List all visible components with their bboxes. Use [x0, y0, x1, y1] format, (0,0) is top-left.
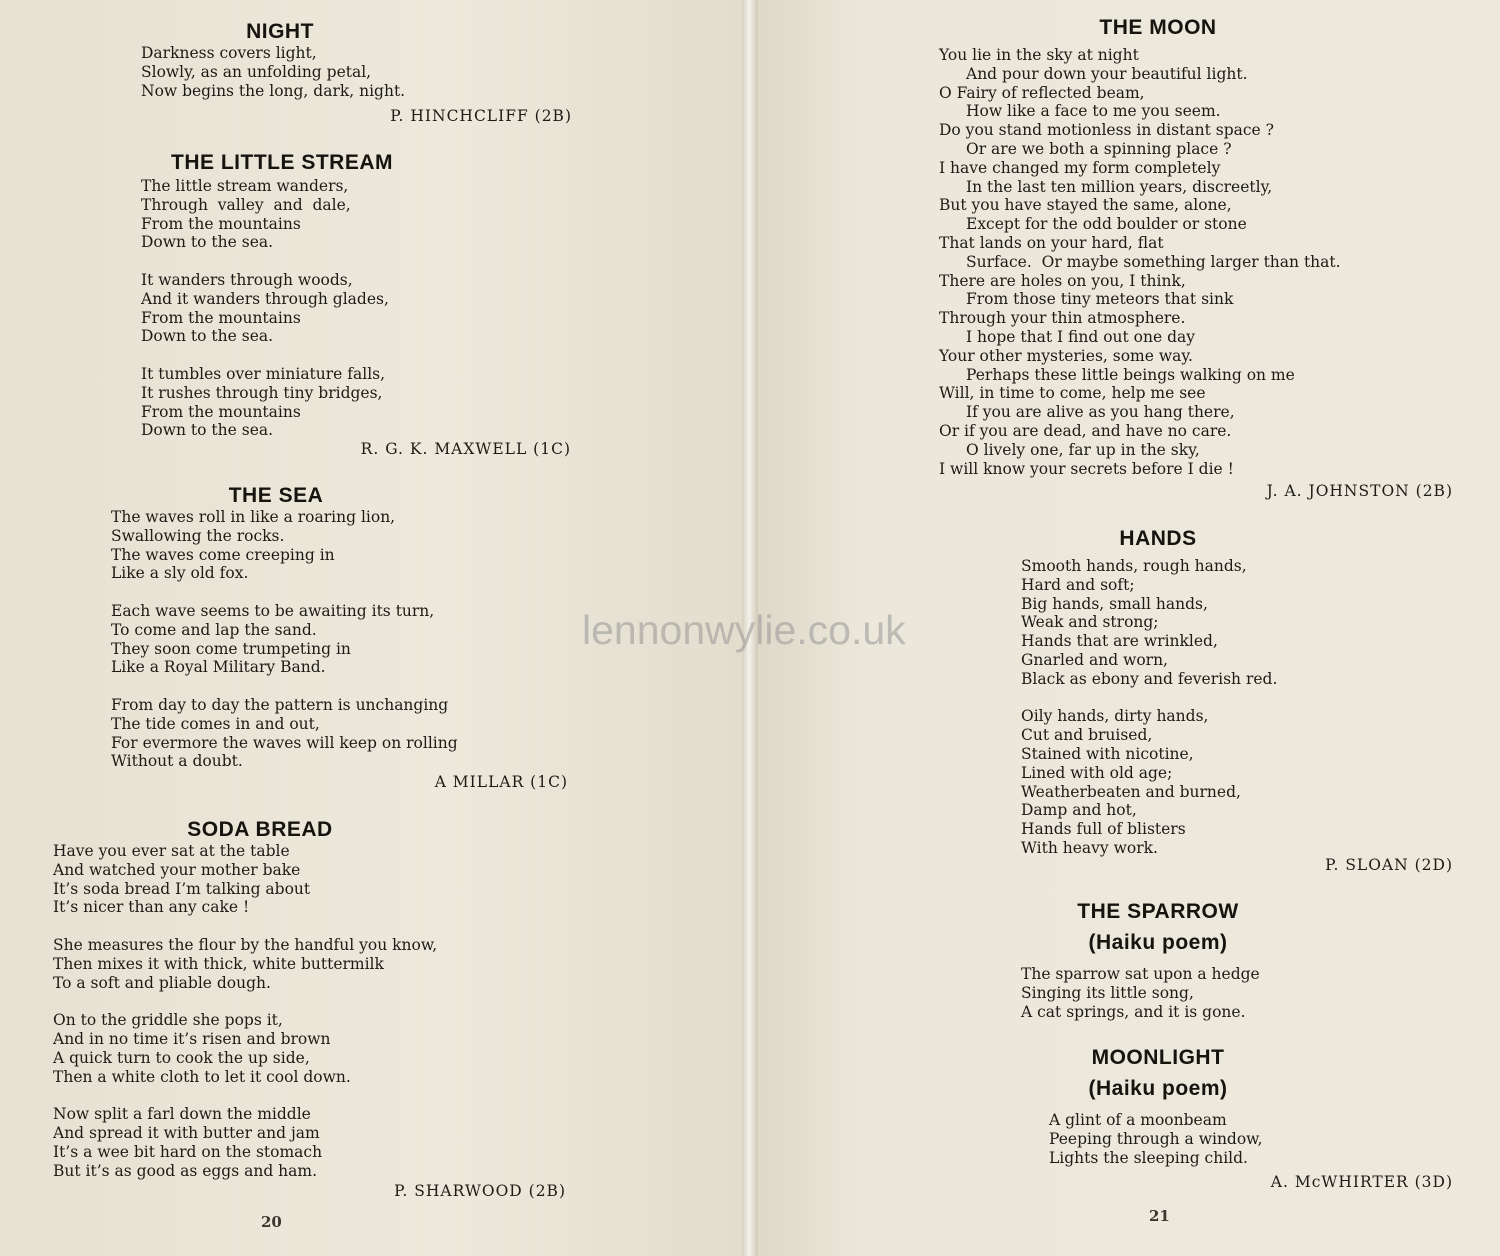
poem-line: You lie in the sky at night: [939, 46, 1139, 64]
poem-subtitle-the-sparrow: (Haiku poem): [1088, 931, 1228, 954]
poem-line: A quick turn to cook the up side,: [53, 1048, 310, 1067]
poem-line: O Fairy of reflected beam,: [939, 83, 1145, 102]
poem-title-the-sea: THE SEA: [228, 484, 324, 507]
poem-line: It’s nicer than any cake !: [53, 898, 250, 917]
poem-line: How like a face to me you seem.: [966, 102, 1221, 121]
poem-line: Smooth hands, rough hands,: [1021, 557, 1247, 575]
poem-line: Surface. Or maybe something larger than that.: [966, 252, 1341, 271]
poem-line: From those tiny meteors that sink: [966, 290, 1234, 309]
poem-line: It’s a wee bit hard on the stomach: [53, 1142, 323, 1161]
poem-line: Stained with nicotine,: [1021, 744, 1194, 763]
poem-line: Do you stand motionless in distant space ?: [939, 121, 1274, 140]
poem-line: And pour down your beautiful light.: [966, 64, 1248, 83]
poem-line: From the mountains: [141, 308, 301, 327]
poem-body-little-stream: [141, 177, 389, 440]
poem-stanza: [939, 46, 1341, 478]
poem-author-little-stream: R. G. K. MAXWELL (1C): [360, 440, 571, 458]
watermark-text: lennonwylie.co.uk: [582, 607, 906, 653]
poem-stanza: [1049, 1111, 1263, 1167]
poem-line: For evermore the waves will keep on rolling: [111, 733, 458, 752]
poem-subtitle-moonlight: (Haiku poem): [1088, 1077, 1228, 1100]
poem-line: Lights the sleeping child.: [1049, 1148, 1248, 1167]
poem-line: It rushes through tiny bridges,: [141, 383, 383, 402]
poem-line: Each wave seems to be awaiting its turn,: [111, 601, 435, 620]
poem-line: Now split a farl down the middle: [53, 1105, 311, 1124]
poem-stanza: [53, 936, 437, 992]
poem-author-hands: P. SLOAN (2D): [1325, 856, 1453, 874]
poem-line: Big hands, small hands,: [1021, 594, 1208, 613]
poem-line: From the mountains: [141, 402, 301, 421]
poem-line: Have you ever sat at the table: [53, 842, 290, 860]
page-number-left: 20: [261, 1213, 282, 1231]
poem-line: Perhaps these little beings walking on me: [966, 365, 1295, 384]
poem-line: She measures the flour by the handful you know,: [53, 935, 438, 954]
poem-line: From day to day the pattern is unchanging: [111, 695, 449, 714]
poem-line: From the mountains: [141, 214, 301, 233]
poem-line: Down to the sea.: [141, 327, 274, 346]
poem-line: The waves roll in like a roaring lion,: [111, 508, 396, 526]
poem-stanza: [111, 696, 458, 771]
poem-line: Will, in time to come, help me see: [939, 384, 1206, 403]
poem-line: Like a sly old fox.: [111, 564, 249, 583]
poem-title-the-moon: THE MOON: [1099, 16, 1217, 39]
poem-line: Down to the sea.: [141, 421, 274, 440]
poem-line: Then a white cloth to let it cool down.: [53, 1067, 351, 1086]
poem-line: To a soft and pliable dough.: [53, 973, 271, 992]
poem-line: Weatherbeaten and burned,: [1021, 782, 1241, 801]
poem-author-moonlight: A. McWHIRTER (3D): [1270, 1173, 1453, 1191]
poem-title-little-stream: THE LITTLE STREAM: [171, 151, 393, 174]
poem-line: Gnarled and worn,: [1021, 650, 1168, 669]
poem-line: That lands on your hard, flat: [939, 233, 1164, 252]
poem-author-the-moon: J. A. JOHNSTON (2B): [1266, 482, 1453, 500]
poem-line: Lined with old age;: [1021, 763, 1173, 782]
poem-line: Hard and soft;: [1021, 575, 1135, 594]
poem-body-soda-bread: [53, 842, 437, 1180]
poem-stanza: [141, 271, 389, 346]
poem-body-the-sea: [111, 508, 458, 771]
poem-line: Through your thin atmosphere.: [939, 309, 1186, 328]
poem-line: And spread it with butter and jam: [53, 1123, 320, 1142]
poem-line: Except for the odd boulder or stone: [966, 215, 1247, 234]
poem-title-the-sparrow: THE SPARROW: [1077, 900, 1239, 923]
page-number-right: 21: [1149, 1207, 1170, 1225]
poem-author-soda-bread: P. SHARWOOD (2B): [394, 1182, 566, 1200]
poem-line: Weak and strong;: [1021, 613, 1159, 632]
poem-line: On to the griddle she pops it,: [53, 1011, 283, 1030]
poem-line: The little stream wanders,: [141, 177, 349, 195]
poem-line: Singing its little song,: [1021, 983, 1194, 1002]
poem-line: Oily hands, dirty hands,: [1021, 707, 1209, 726]
poem-line: And it wanders through glades,: [141, 289, 389, 308]
poem-line: The sparrow sat upon a hedge: [1021, 965, 1260, 983]
poem-title-hands: HANDS: [1119, 527, 1197, 550]
poem-line: With heavy work.: [1021, 838, 1158, 857]
poem-line: If you are alive as you hang there,: [966, 403, 1235, 422]
poem-line: Down to the sea.: [141, 233, 274, 252]
poem-line: To come and lap the sand.: [111, 620, 317, 639]
poem-line: In the last ten million years, discreetly,: [966, 177, 1273, 196]
poem-line: Darkness covers light,: [141, 44, 317, 62]
poem-line: It wanders through woods,: [141, 270, 353, 289]
poem-line: Or are we both a spinning place ?: [966, 139, 1232, 158]
poem-stanza: [53, 1105, 437, 1180]
poem-line: And watched your mother bake: [53, 860, 301, 879]
poem-line: There are holes on you, I think,: [939, 271, 1186, 290]
poem-body-the-moon: [939, 46, 1341, 478]
poem-body-night: [141, 44, 405, 100]
poem-body-moonlight: [1049, 1111, 1263, 1167]
poem-stanza: [141, 44, 405, 100]
poem-line: Then mixes it with thick, white buttermilk: [53, 954, 384, 973]
poem-line: Without a doubt.: [111, 752, 243, 771]
poem-title-night: NIGHT: [246, 20, 314, 43]
poem-stanza: [111, 508, 458, 583]
poem-stanza: [1021, 557, 1277, 689]
poem-line: Peeping through a window,: [1049, 1129, 1263, 1148]
poem-line: They soon come trumpeting in: [111, 639, 351, 658]
poem-stanza: [53, 842, 437, 917]
poem-line: I hope that I find out one day: [966, 327, 1196, 346]
poem-line: Slowly, as an unfolding petal,: [141, 62, 372, 81]
poem-line: Hands that are wrinkled,: [1021, 632, 1218, 651]
poem-line: Cut and bruised,: [1021, 726, 1153, 745]
poem-title-soda-bread: SODA BREAD: [187, 818, 333, 841]
poem-line: The tide comes in and out,: [111, 714, 320, 733]
poem-line: A glint of a moonbeam: [1049, 1111, 1227, 1129]
poem-line: It tumbles over miniature falls,: [141, 364, 386, 383]
poem-line: Hands full of blisters: [1021, 820, 1186, 839]
poem-stanza: [141, 177, 389, 252]
poem-line: But it’s as good as eggs and ham.: [53, 1161, 318, 1180]
poem-line: Damp and hot,: [1021, 801, 1137, 820]
poem-line: Like a Royal Military Band.: [111, 658, 326, 677]
poem-line: And in no time it’s risen and brown: [53, 1029, 331, 1048]
poem-line: I have changed my form completely: [939, 158, 1221, 177]
poem-stanza: [111, 602, 458, 677]
poem-line: Now begins the long, dark, night.: [141, 81, 406, 100]
poem-line: It’s soda bread I’m talking about: [53, 879, 311, 898]
poem-stanza: [1021, 965, 1260, 1021]
poem-line: Swallowing the rocks.: [111, 526, 285, 545]
poem-line: Black as ebony and feverish red.: [1021, 669, 1278, 688]
poem-line: A cat springs, and it is gone.: [1021, 1002, 1246, 1021]
poem-author-night: P. HINCHCLIFF (2B): [390, 107, 572, 125]
poem-line: O lively one, far up in the sky,: [966, 440, 1200, 459]
poem-line: But you have stayed the same, alone,: [939, 196, 1232, 215]
poem-line: Your other mysteries, some way.: [939, 346, 1193, 365]
poem-stanza: [1021, 707, 1277, 857]
poem-body-hands: [1021, 557, 1277, 858]
poem-line: The waves come creeping in: [111, 545, 335, 564]
poem-stanza: [53, 1011, 437, 1086]
poem-line: Or if you are dead, and have no care.: [939, 421, 1232, 440]
poem-title-moonlight: MOONLIGHT: [1091, 1046, 1225, 1069]
poem-line: Through valley and dale,: [141, 195, 351, 214]
poem-body-the-sparrow: [1021, 965, 1260, 1021]
poem-stanza: [141, 365, 389, 440]
poem-line: I will know your secrets before I die !: [939, 459, 1234, 478]
poem-author-the-sea: A MILLAR (1C): [434, 773, 568, 791]
